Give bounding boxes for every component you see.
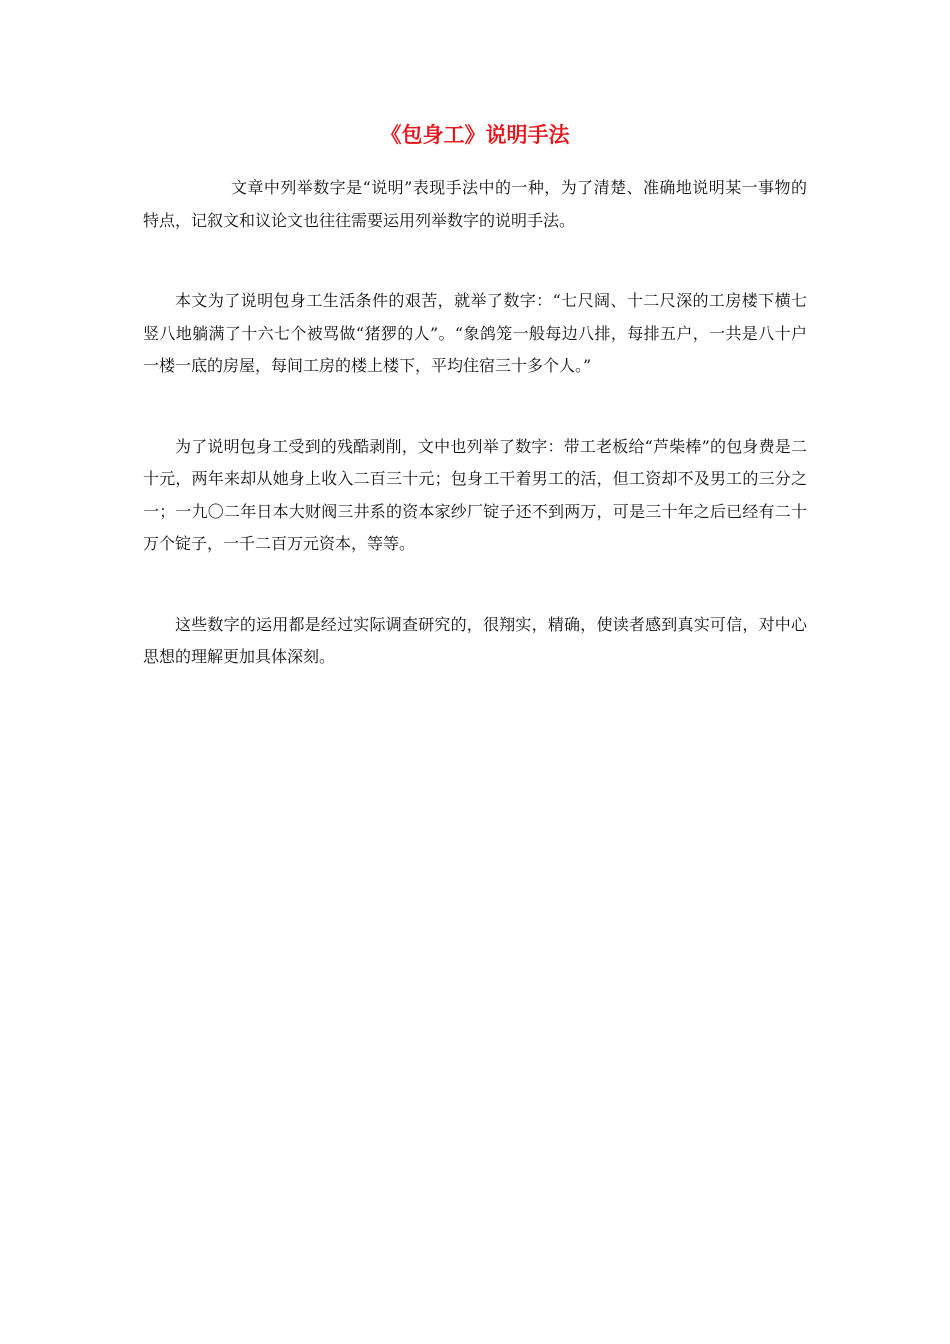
document-body — [143, 172, 807, 722]
paragraph-conclusion: 这些数字的运用都是经过实际调查研究的，很翔实，精确，使读者感到真实可信，对中心思想的理解更加具体深刻。 — [143, 614, 807, 666]
paragraph-living-conditions: 本文为了说明包身工生活条件的艰苦，就举了数字：“七尺阔、十二尺深的工房楼下横七竖八地躺满了十六七个被骂做“猪猡的人”。“象鸽笼一般每边八排，每排五户，一共是八十户一楼一底的房屋，每间工房的楼上楼下，平均住宿三十多个人。” — [143, 291, 807, 375]
paragraph-intro: 文章中列举数字是“说明”表现手法中的一种，为了清楚、准确地说明某一事物的特点，记叙文和议论文也往往需要运用列举数字的说明手法。 — [143, 178, 807, 230]
paragraph-exploitation: 为了说明包身工受到的残酷剥削，文中也列举了数字：带工老板给“芦柴棒”的包身费是二十元，两年来却从她身上收入二百三十元；包身工干着男工的活，但工资却不及男工的三分之一；一九〇二年日本大财阀三井系的资本家纱厂锭子还不到两万，可是三十年之后已经有二十万个锭子，一千二百万元资本，等等。 — [143, 436, 807, 553]
document-title: 《包身工》说明手法 — [380, 123, 570, 147]
